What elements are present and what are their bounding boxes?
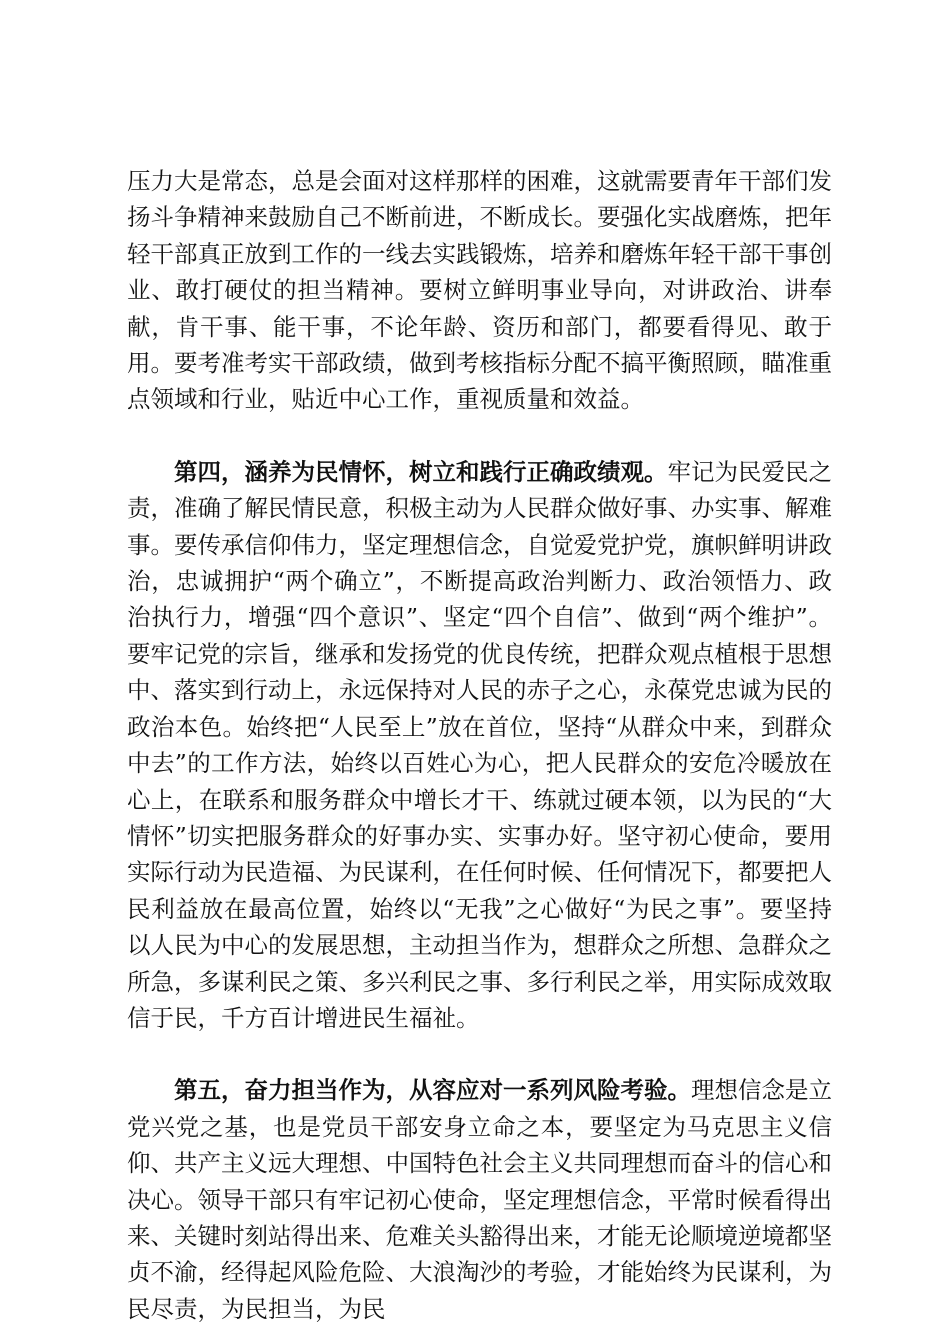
paragraph-text: 理想信念是立党兴党之基，也是党员干部安身立命之本，要坚定为马克思主义信仰、共产主义远大理想、中国特色社会主义共同理想而奋斗的信心和决心。领导干部只有牢记初心使命，坚定理想信念，平常时候看得出来、关键时刻站得出来、危难关头豁得出来，才能无论顺境逆境都坚贞不渝，经得起风险危险、大浪淘沙的考验，才能始终为民谋利，为民尽责，为民担当，为民 — [127, 1076, 832, 1323]
paragraph-lead-fourth: 第四，涵养为民情怀，树立和践行正确政绩观。 — [174, 457, 668, 486]
paragraph-continuation — [127, 163, 832, 418]
paragraph-text: 压力大是常态，总是会面对这样那样的困难，这就需要青年干部们发扬斗争精神来鼓励自己不断前进，不断成长。要强化实战磨炼，把年轻干部真正放到工作的一线去实践锻炼，培养和磨炼年轻干部干事创业、敢打硬仗的担当精神。要树立鲜明事业导向，对讲政治、讲奉献，肯干事、能干事，不论年龄、资历和部门，都要看得见、敢于用。要考准考实干部政绩，做到考核指标分配不搞平衡照顾，瞄准重点领域和行业，贴近中心工作，重视质量和效益。 — [127, 167, 832, 414]
paragraph-fourth — [127, 454, 832, 1037]
document-page — [127, 163, 832, 1327]
paragraph-text: 牢记为民爱民之责，准确了解民情民意，积极主动为人民群众做好事、办实事、解难事。要传承信仰伟力，坚定理想信念，自觉爱党护党，旗帜鲜明讲政治，忠诚拥护“两个确立”，不断提高政治判断力、政治领悟力、政治执行力，增强“四个意识”、坚定“四个自信”、做到“两个维护”。要牢记党的宗旨，继承和发扬党的优良传统，把群众观点植根于思想中、落实到行动上，永远保持对人民的赤子之心，永葆党忠诚为民的政治本色。始终把“人民至上”放在首位，坚持“从群众中来，到群众中去”的工作方法，始终以百姓心为心，把人民群众的安危冷暖放在心上，在联系和服务群众中增长才干、练就过硬本领，以为民的“大情怀”切实把服务群众的好事办实、实事办好。坚守初心使命，要用实际行动为民造福、为民谋利，在任何时候、任何情况下，都要把人民利益放在最高位置，始终以“无我”之心做好“为民之事”。要坚持以人民为中心的发展思想，主动担当作为，想群众之所想、急群众之所急，多谋利民之策、多兴利民之事、多行利民之举，用实际成效取信于民，千方百计增进民生福祉。 — [127, 457, 832, 1032]
paragraph-lead-fifth: 第五，奋力担当作为，从容应对一系列风险考验。 — [174, 1076, 691, 1105]
paragraph-fifth — [127, 1072, 832, 1327]
